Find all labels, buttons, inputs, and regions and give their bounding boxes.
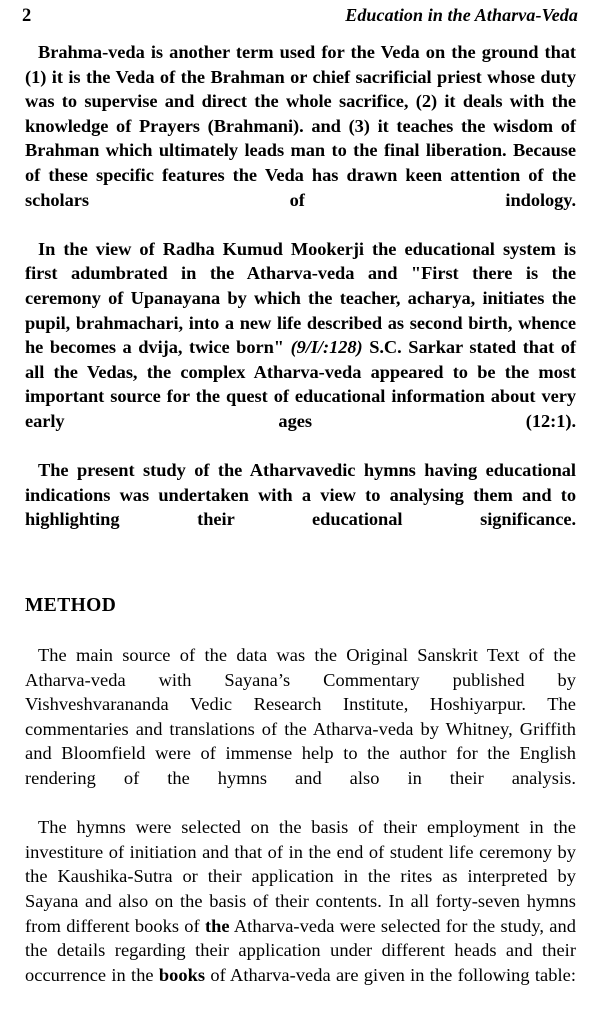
paragraph-mookerji-text-before-citation: In the view of Radha Kumud Mookerji the educational system is first adumbrated in the Atharva-veda and "First there is the ceremony of Upanayana by which the teacher, acharya, initiates the pupil, brahmachari, into a new life described as second birth, whence he becomes a dvija, twice born" bbox=[25, 238, 576, 358]
text-column bbox=[25, 40, 576, 1012]
paragraph-hymns-segment-2: Atharva-veda were selected for the study, and the details regarding their application under different heads and their occurrence in the bbox=[25, 915, 576, 985]
page-number: 2 bbox=[22, 6, 32, 26]
paragraph-present-study: The present study of the Atharvavedic hymns having educational indications was undertaken with a view to analysing them and to highlighting their educational significance. bbox=[25, 460, 576, 530]
section-heading-method: METHOD bbox=[25, 595, 117, 617]
paragraph-hymns-emphasis-2: books bbox=[158, 964, 206, 985]
paragraph-brahma-veda: Brahma-veda is another term used for the Veda on the ground that (1) it is the Veda of the Brahman or chief sacrificial priest whose duty was to supervise and direct the whole sacrifice, (2) it deals with the knowledge of Prayers (Brahmani). and (3) it teaches the wisdom of Brahman which ultimately leads man to the final liberation. Because of these specific features the Veda has drawn keen attention of the scholars of indology. bbox=[25, 42, 576, 210]
section-spacer bbox=[25, 556, 576, 594]
citation-reference: (9/I/:128) bbox=[290, 337, 363, 358]
paragraph-hymns-segment-3: of Atharva-veda are given in the following table: bbox=[205, 964, 576, 985]
paragraph-hymns-segment-1: The hymns were selected on the basis of their employment in the investiture of initiation and that of in the end of student life ceremony by the Kaushika-Sutra or their application in the rites as interpreted by Sayana and also on the basis of their contents. In all forty-seven hymns from different books of bbox=[25, 817, 576, 936]
running-head bbox=[22, 6, 578, 30]
paragraph-main-source: The main source of the data was the Original Sanskrit Text of the Atharva-veda with Sayana’s Commentary published by Vishveshvarananda Vedic Research Institute, Hoshiyarpur. The commentaries and translations of the Atharva-veda by Whitney, Griffith and Bloomfield were of immense help to the author for the English rendering of the hymns and also in their analysis. bbox=[25, 645, 576, 789]
paragraph-mookerji bbox=[25, 237, 576, 458]
paragraph-mookerji-text-after-citation: S.C. Sarkar stated that of all the Vedas, the complex Atharva-veda appeared to be the most important source for the quest of educational information about very early ages (12:1). bbox=[25, 337, 576, 431]
heading-spacer bbox=[25, 619, 576, 643]
paragraph-hymns-selected bbox=[25, 815, 576, 1012]
running-title: Education in the Atharva-Veda bbox=[345, 5, 578, 25]
paragraph-hymns-emphasis-1: the bbox=[204, 915, 230, 936]
